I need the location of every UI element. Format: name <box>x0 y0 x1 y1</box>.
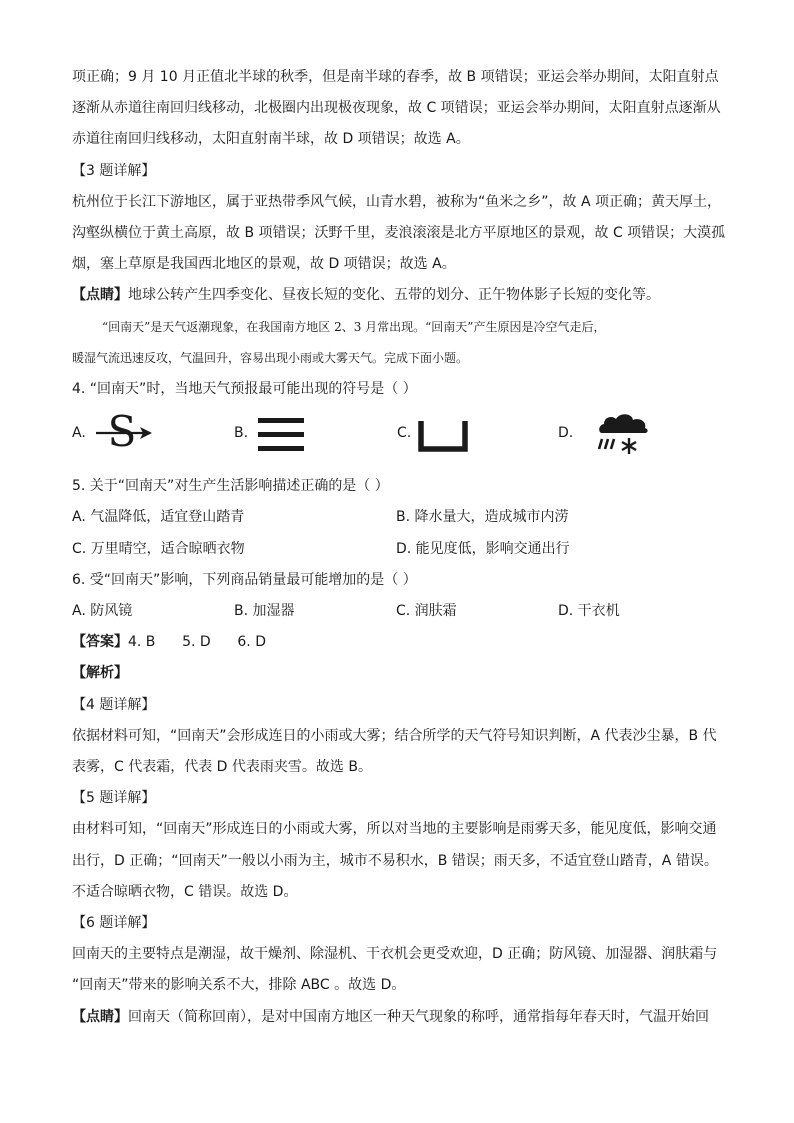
tip-label: 【点睛】 <box>72 1008 128 1025</box>
q4-heading: 【4 题详解】 <box>72 696 156 713</box>
tip-text: 回南天（简称回南），是对中国南方地区一种天气现象的称呼，通常指每年春天时，气温开始回 <box>128 1008 709 1025</box>
text-line: 回南天的主要特点是潮湿，故干燥剂、除湿机、干衣机会更受欢迎，D 正确；防风镜、加湿器、润肤霜与 <box>72 946 718 963</box>
q6-heading: 【6 题详解】 <box>72 915 156 932</box>
tip-text: 地球公转产生四季变化、昼夜长短的变化、五带的划分、正午物体影子长短的变化等。 <box>128 287 660 304</box>
text-line: 逐渐从赤道往南回归线移动，北极圈内出现极夜现象，故 C 项错误；亚运会举办期间，太阳直射点逐渐从 <box>72 100 721 117</box>
text-line: 依据材料可知，“回南天”会形成连日的小雨或大雾；结合所学的天气符号知识判断，A 代表沙尘暴，B 代 <box>72 727 717 744</box>
sandstorm-icon <box>94 411 154 455</box>
material-line: “回南天”是天气返潮现象，在我国南方地区 2、3 月常出现。“回南天”产生原因是冷空气走后， <box>102 319 606 334</box>
q3-heading: 【3 题详解】 <box>72 162 156 179</box>
option-a: A. 气温降低，适宜登山踏青 <box>72 509 245 526</box>
text-line: 杭州位于长江下游地区，属于亚热带季风气候，山青水碧，被称为“鱼米之乡”，故 A 项正确；黄天厚土， <box>72 193 721 210</box>
option-label: A. <box>72 425 86 442</box>
q5-options-row <box>72 534 732 565</box>
text-line: 烟，塞上草原是我国西北地区的景观，故 D 项错误；故选 A。 <box>72 256 456 273</box>
text-line: “回南天”带来的影响关系不大，排除 ABC 。故选 D。 <box>72 977 406 994</box>
frost-icon <box>418 421 470 453</box>
material-line: 暖湿气流迅速反攻，气温回升，容易出现小雨或大雾天气。完成下面小题。 <box>72 350 469 365</box>
option-label: C. <box>397 425 412 442</box>
tip-label: 【点睛】 <box>72 287 128 304</box>
document-page <box>72 62 732 1033</box>
text-line: 项正确；9 月 10 月正值北半球的秋季，但是南半球的春季，故 B 项错误；亚运会举办期间，太阳直射点 <box>72 69 719 85</box>
q6-options-row <box>72 596 732 627</box>
q4-symbol-options <box>72 407 732 471</box>
tip-paragraph <box>72 280 732 311</box>
text-line: 赤道往南回归线移动，太阳直射南半球，故 D 项错误；故选 A。 <box>72 131 470 148</box>
option-label: D. <box>558 425 574 442</box>
question-4-stem: 4. “回南天”时，当地天气预报最可能出现的符号是（ ） <box>72 381 417 398</box>
text-line: 不适合晾晒衣物，C 错误。故选 D。 <box>72 883 298 900</box>
option-a: A. 防风镜 <box>72 603 133 620</box>
q5-heading: 【5 题详解】 <box>72 790 156 807</box>
text-line: 由材料可知，“回南天”形成连日的小雨或大雾，所以对当地的主要影响是雨雾天多，能见度低，影响交通 <box>72 821 717 838</box>
option-c: C. 万里晴空，适合晾晒衣物 <box>72 540 245 557</box>
option-d: D. 能见度低，影响交通出行 <box>396 540 570 557</box>
text-line: 表雾，C 代表霜，代表 D 代表雨夹雪。故选 B。 <box>72 759 372 776</box>
question-6-stem: 6. 受“回南天”影响，下列商品销量最可能增加的是（ ） <box>72 571 417 588</box>
text-line: 出行，D 正确；“回南天”一般以小雨为主，城市不易积水，B 错误；雨天多，不适宜登山踏青，A 错误。 <box>72 852 718 869</box>
option-b: B. 降水量大，造成城市内涝 <box>396 509 569 526</box>
option-d: D. 干衣机 <box>558 603 620 620</box>
option-c: C. 润肤霜 <box>396 603 457 620</box>
option-b: B. 加湿器 <box>234 603 295 620</box>
answer-text: 4. B 5. D 6. D <box>128 634 266 651</box>
svg-text:S: S <box>107 411 137 456</box>
tip-paragraph <box>72 1002 732 1033</box>
answer-line <box>72 627 732 658</box>
fog-icon <box>258 417 306 453</box>
analysis-heading: 【解析】 <box>72 665 128 682</box>
answer-label: 【答案】 <box>72 634 128 651</box>
sleet-icon <box>596 411 652 457</box>
q5-options-row <box>72 502 732 533</box>
question-5-stem: 5. 关于“回南天”对生产生活影响描述正确的是（ ） <box>72 478 389 495</box>
text-line: 沟壑纵横位于黄土高原，故 B 项错误；沃野千里，麦浪滚滚是北方平原地区的景观，故 C 项错误；大漠孤 <box>72 225 726 242</box>
option-label: B. <box>234 425 249 442</box>
